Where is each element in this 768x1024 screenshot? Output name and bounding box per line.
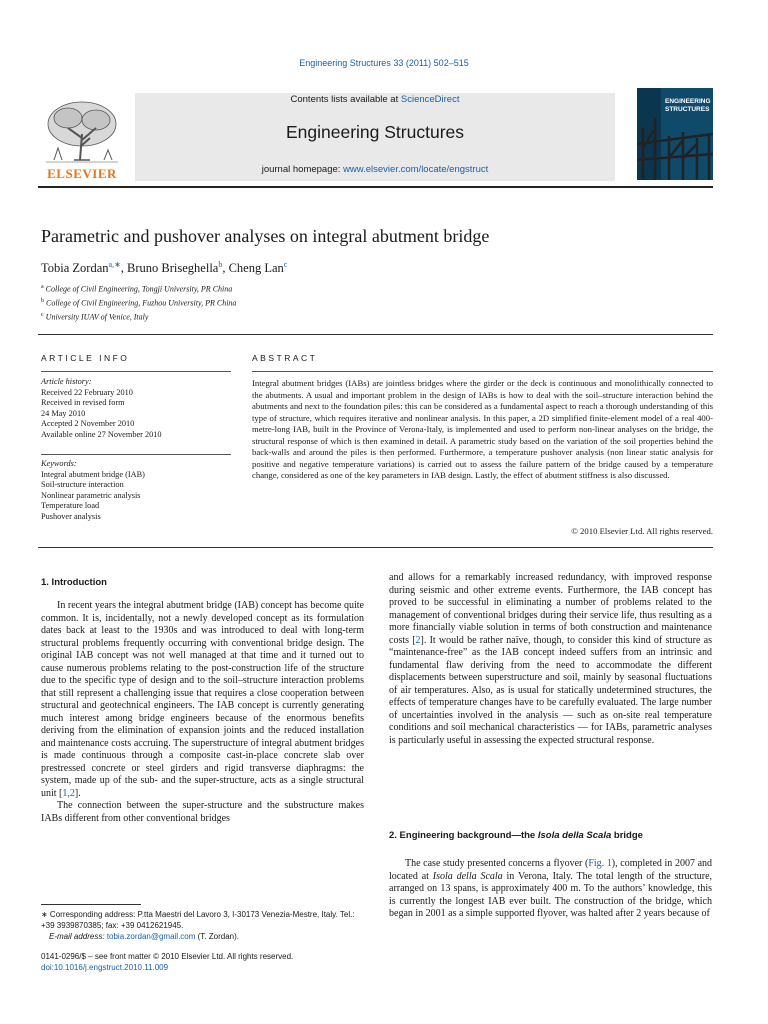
left-column-text bbox=[41, 600, 364, 825]
section-heading-engineering-background: 2. Engineering background—the Isola della Scala bridge bbox=[389, 830, 643, 841]
author-name: Tobia Zordan bbox=[41, 261, 109, 276]
article-info-heading: ARTICLE INFO bbox=[41, 353, 130, 363]
citation-link[interactable]: 2 bbox=[415, 634, 421, 646]
history-entry: Accepted 2 November 2010 bbox=[41, 419, 135, 428]
contents-available-line: Contents lists available at ScienceDirect bbox=[290, 94, 460, 105]
elsevier-wordmark: ELSEVIER bbox=[47, 166, 117, 181]
journal-homepage-link[interactable]: www.elsevier.com/locate/engstruct bbox=[343, 164, 489, 175]
keyword-item: Temperature load bbox=[41, 501, 100, 510]
paragraph: and allows for a remarkably increased redundancy, with improved response during seismic and other extreme events. Furthermore, the IAB concept has proved to be successful in eliminating a number of problems related to the management of conventional bridges during their service life, thus resulting as a more financially viable solution in terms of both construction and maintenance costs [2]. It would be rather naïve, though, to consider this kind of structure as “maintenance-free” as the IAB concept indeed suffers from an intrinsic and fundamental flaw deriving from the need to accommodate the different displacements between superstructure and soil, mainly by seasonal fluctuations of air temperatures. Also, as is usual for statically undetermined structures, the effects of temperature changes have to be carefully evaluated. The large number of uncertainties involved in the analysis — such as on-site real temperature conditions and soil mechanical characteristics — for IABs, parametric analyses is particularly useful in assessing the expected structural response. bbox=[389, 572, 712, 746]
keywords-label: Keywords: bbox=[41, 459, 77, 468]
author-name: Cheng Lan bbox=[228, 261, 284, 276]
article-history-label: Article history: bbox=[41, 377, 92, 386]
journal-homepage-line: journal homepage: www.elsevier.com/locate/engstruct bbox=[261, 164, 489, 175]
author-affiliation-marker[interactable]: c bbox=[283, 260, 288, 269]
keyword-item: Nonlinear parametric analysis bbox=[41, 490, 141, 500]
journal-title: Engineering Structures bbox=[285, 122, 465, 142]
doi-link[interactable]: doi:10.1016/j.engstruct.2010.11.009 bbox=[41, 963, 169, 972]
title-divider bbox=[38, 334, 713, 335]
article-history bbox=[41, 377, 241, 440]
front-matter bbox=[41, 951, 364, 973]
paragraph: The connection between the super-structure and the substructure makes IABs different from other conventional bridges bbox=[41, 800, 364, 824]
abstract-divider bbox=[252, 371, 713, 372]
figure-link[interactable]: Fig. 1 bbox=[588, 858, 612, 869]
affiliation-item: $^c$ University IUAV of Venice, Italy bbox=[41, 312, 149, 322]
paragraph: In recent years the integral abutment bridge (IAB) concept has become quite common. It is, incidentally, not a newly developed concept as its formulation dates back at least to the 1930s and was introduced to deal with long-term structural problems frequently occurring with conventional bridge design. The original IAB concept was not well managed at that time and it turned out to cause numerous problems relating to the post-construction life of the structure due to the specific type of design and to the soil–structure interaction problems that still represent a challenging issue that requires a close cooperation between structural and geotechnical engineers. The IAB concept is currently generating much interest among bridge engineers because of the enormous benefits deriving from the elimination of expansion joints and the reduced installation and maintenance costs accruing. The superstructure of integral abutment bridges is made continuous through a composite cast-in-place concrete slab over prestressed concrete or steel girders and rigid transverse diaphragms: the system, made up of the sub- and the super-structure, acts as a single structural unit [1,2]. bbox=[41, 600, 364, 799]
cover-title: ENGINEERING STRUCTURES bbox=[665, 98, 711, 113]
history-entry: Received 22 February 2010 bbox=[41, 387, 133, 397]
paragraph: The case study presented concerns a flyover (Fig. 1), completed in 2007 and located at Isola della Scala in Verona, Italy. The total length of the structure, arranged on 13 spans, is approximately 400 m. To the authors’ knowledge, this is currently the longest IAB ever built. The construction of the bridge, which began in 2001 as a simple supported flyover, was halted after 2 years because of bbox=[389, 858, 713, 919]
keywords bbox=[41, 459, 241, 522]
abstract-heading: ABSTRACT bbox=[252, 353, 318, 363]
keyword-item: Pushover analysis bbox=[41, 511, 101, 521]
section-heading-introduction: 1. Introduction bbox=[41, 577, 107, 588]
author-affiliation-marker[interactable]: b bbox=[218, 260, 223, 269]
citation-link[interactable]: 1,2 bbox=[62, 787, 75, 799]
article-info-divider bbox=[41, 371, 231, 372]
affiliation-item: $^b$ College of Civil Engineering, Fuzhou University, PR China bbox=[41, 298, 237, 308]
author-affiliation-marker[interactable]: a,∗ bbox=[108, 260, 121, 269]
abstract-bottom-divider bbox=[38, 547, 713, 548]
article-title: Parametric and pushover analyses on integral abutment bridge bbox=[41, 226, 490, 246]
corresponding-author-footnote: ∗ Corresponding address: P.tta Maestri del Lavoro 3, I-30173 Venezia-Mestre, Italy. Tel.: +39 3939870385; fax: +39 0412621945. E-mail address: tobia.zordan@gmail.com (T. Zordan). bbox=[41, 910, 355, 941]
history-entry: 24 May 2010 bbox=[41, 408, 86, 418]
history-entry: Received in revised form bbox=[41, 398, 125, 407]
issn-line: 0141-0296/$ – see front matter © 2010 Elsevier Ltd. All rights reserved. bbox=[41, 952, 294, 961]
copyright-notice: © 2010 Elsevier Ltd. All rights reserved. bbox=[571, 526, 713, 536]
author-list: Tobia Zordan$^{a,∗}$, Bruno Briseghella$^b$, Cheng Lan$^c$ bbox=[41, 260, 288, 276]
footnote-divider bbox=[41, 904, 141, 905]
affiliation-item: $^a$ College of Civil Engineering, Tongji University, PR China bbox=[41, 284, 233, 294]
header-divider bbox=[38, 186, 713, 188]
keyword-item: Soil-structure interaction bbox=[41, 480, 124, 489]
right-column-text bbox=[389, 572, 712, 747]
email-link[interactable]: tobia.zordan@gmail.com bbox=[106, 932, 196, 941]
journal-reference[interactable]: Engineering Structures 33 (2011) 502–515 bbox=[299, 58, 469, 68]
sciencedirect-link[interactable]: ScienceDirect bbox=[400, 94, 460, 105]
abstract-text: Integral abutment bridges (IABs) are jointless bridges where the girder or the deck is continuous and monolithically connected to the abutments. A usual and important problem in the design of IABs is how to deal with the soil–structure interaction behind the abutments and next to the foundation piles: this can be considered as a fundamental aspect to reach a thorough understanding of this type of structure, which requires iterative and nonlinear analysis. In this paper, a 2D simplified finite-element model of a real 400-metre-long IAB, built in the Province of Verona-Italy, is implemented and used to perform non-linear analyses on the bridge, the structural response of which is then examined in detail. A parametric study based on the variation of the soil properties behind the back-walls and around the piles is then performed. Furthermore, a temperature pushover analysis (non linear static analysis for positive and negative temperature variations) is carried out to assess the failure pattern of the bridge caused by a temperature change, considered as one of the key parameters in IAB design. Lastly, the effect of abutment stiffness is also discussed. bbox=[252, 378, 713, 480]
right-column-text bbox=[389, 858, 712, 921]
author-name: Bruno Briseghella bbox=[127, 261, 219, 276]
article-info-divider bbox=[41, 454, 231, 455]
keyword-item: Integral abutment bridge (IAB) bbox=[41, 469, 145, 479]
history-entry: Available online 27 November 2010 bbox=[41, 429, 162, 439]
journal-cover-thumbnail bbox=[637, 88, 713, 180]
